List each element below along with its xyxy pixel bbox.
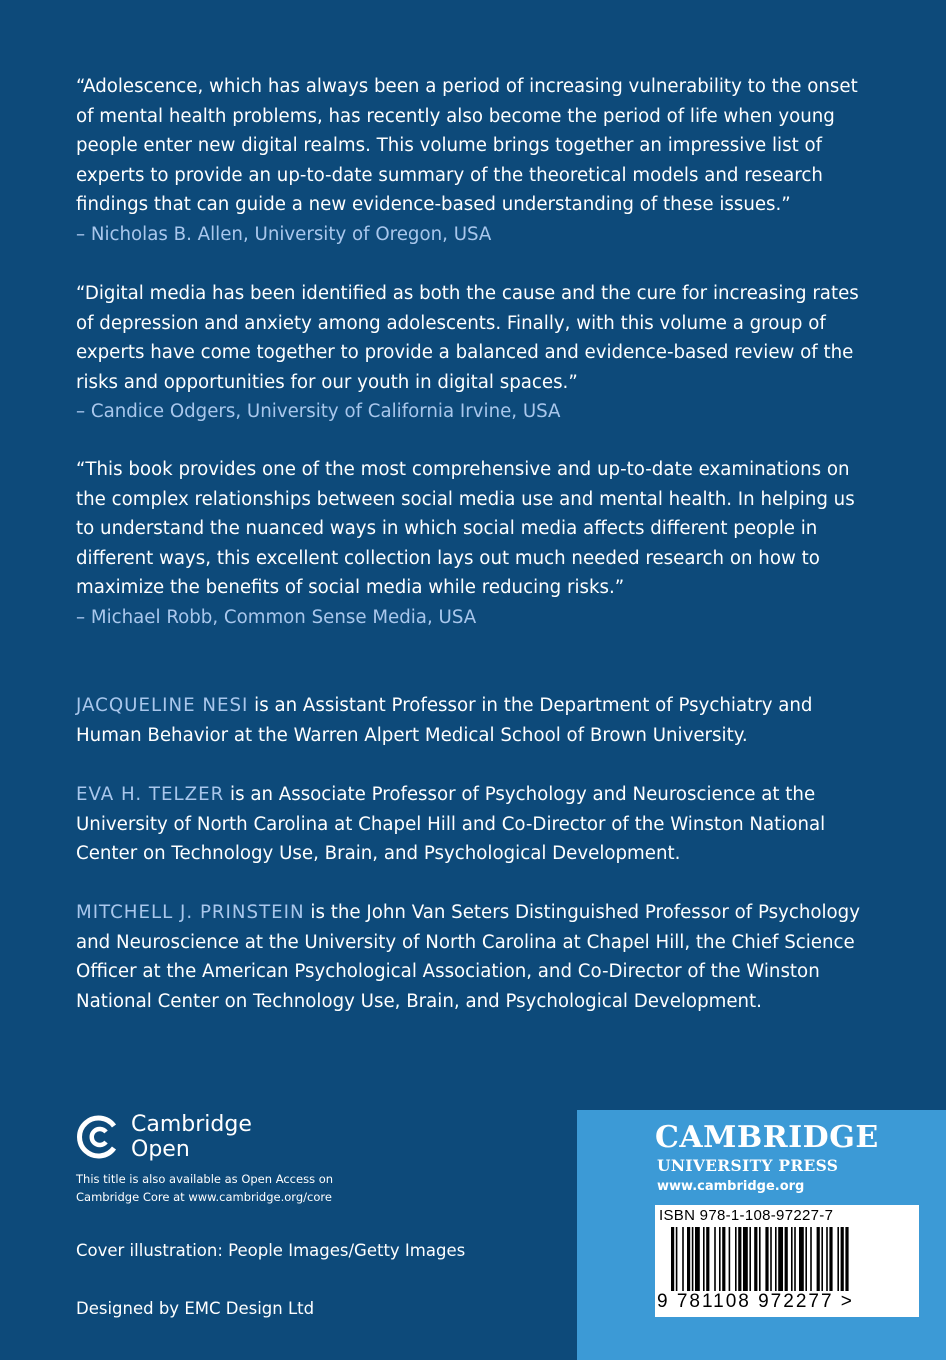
barcode-bar — [671, 1227, 674, 1291]
barcode-bar — [749, 1227, 751, 1291]
barcode-bar — [738, 1227, 741, 1291]
barcode-bar — [826, 1227, 828, 1291]
open-access-note-line1: This title is also available as Open Access on — [76, 1172, 334, 1186]
barcode-bar — [735, 1227, 737, 1291]
author-name: JACQUELINE NESI — [76, 695, 249, 716]
cambridge-open-line1: Cambridge — [131, 1112, 252, 1137]
quote-attribution: – Michael Robb, Common Sense Media, USA — [76, 606, 477, 628]
publisher-name: CAMBRIDGE — [655, 1120, 879, 1155]
quote-2 — [76, 279, 876, 427]
design-credit: Designed by EMC Design Ltd — [76, 1299, 315, 1318]
bio-text: is an Associate Professor of Psychology and Neuroscience at the University of North Carolina at Chapel Hill and Co-Director of the Winston National Center on Technology Use, Brain, and Psychological Development. — [76, 784, 826, 864]
bio-text: is the John Van Seters Distinguished Professor of Psychology and Neuroscience at the University of North Carolina at Chapel Hill, the Chief Science Officer at the American Psychological Association, and Co-Director of the Winston National Center on Technology Use, Brain, and Psychological Development. — [76, 902, 860, 1012]
barcode-bar — [775, 1227, 777, 1291]
cambridge-open-icon — [76, 1114, 122, 1160]
author-name: MITCHELL J. PRINSTEIN — [76, 902, 305, 923]
barcode-bar — [821, 1227, 823, 1291]
barcode-bar — [759, 1227, 761, 1291]
barcode-panel — [655, 1205, 919, 1317]
publisher-press: UNIVERSITY PRESS — [657, 1156, 839, 1175]
barcode-bar — [765, 1227, 768, 1291]
barcode-bar — [770, 1227, 772, 1291]
barcode-bar — [805, 1227, 807, 1291]
barcode-bar — [785, 1227, 788, 1291]
bio-telzer — [76, 780, 876, 869]
barcode-bar — [837, 1227, 839, 1291]
barcode-bar — [829, 1227, 832, 1291]
barcode-bar — [682, 1227, 684, 1291]
quote-1 — [76, 72, 876, 249]
barcode-bar — [687, 1227, 690, 1291]
barcode-bar — [841, 1227, 844, 1291]
barcode-bar — [791, 1227, 793, 1291]
barcode-bar — [676, 1227, 678, 1291]
barcode-bar — [743, 1227, 748, 1291]
isbn-label: ISBN 978-1-108-97227-7 — [659, 1207, 834, 1224]
quote-attribution: – Nicholas B. Allen, University of Oregon, USA — [76, 223, 492, 245]
publisher-box — [577, 1110, 946, 1360]
quote-3 — [76, 455, 876, 632]
barcode-bar — [778, 1227, 783, 1291]
open-access-note-line2: Cambridge Core at www.cambridge.org/core — [76, 1190, 332, 1204]
barcode-bar — [692, 1227, 694, 1291]
barcode-bar — [695, 1227, 700, 1291]
barcode-bar — [729, 1227, 731, 1291]
quote-text: “This book provides one of the most comprehensive and up-to-date examinations on the complex relationships between social media use and mental health. In helping us to understand the nuanced ways in which social media affects different people in different ways, this excellent collection lays out much needed research on how to maximize the benefits of social media while reducing risks.” — [76, 459, 855, 598]
barcode-bar — [817, 1227, 820, 1291]
quote-text: “Digital media has been identified as both the cause and the cure for increasing rates of depression and anxiety among adolescents. Finally, with this volume a group of experts have come together to provide a balanced and evidence-based review of the risks and opportunities for our youth in digital spaces.” — [76, 283, 859, 393]
cambridge-open-logo — [76, 1112, 376, 1164]
publisher-url: www.cambridge.org — [657, 1179, 805, 1194]
open-access-note — [76, 1170, 396, 1206]
illustration-credit: Cover illustration: People Images/Getty Images — [76, 1241, 466, 1260]
ean-digits: 9 781108 972277 > — [657, 1291, 854, 1312]
barcode-bar — [799, 1227, 804, 1291]
barcode-bar — [706, 1227, 709, 1291]
barcode-bar — [810, 1227, 812, 1291]
bio-prinstein — [76, 898, 876, 1016]
barcode-bar — [722, 1227, 725, 1291]
barcode-bar — [794, 1227, 796, 1291]
barcode-bar — [703, 1227, 705, 1291]
barcode-bar — [754, 1227, 757, 1291]
author-name: EVA H. TELZER — [76, 784, 225, 805]
cambridge-open-line2: Open — [131, 1137, 190, 1162]
barcode-bar — [719, 1227, 721, 1291]
barcode-bar — [714, 1227, 716, 1291]
bio-nesi — [76, 691, 876, 750]
quote-attribution: – Candice Odgers, University of California Irvine, USA — [76, 401, 561, 422]
barcode-bar — [845, 1227, 848, 1291]
bio-text: is an Assistant Professor in the Department of Psychiatry and Human Behavior at the Warren Alpert Medical School of Brown University. — [76, 695, 813, 746]
quote-text: “Adolescence, which has always been a period of increasing vulnerability to the onset of mental health problems, has recently also become the period of life when young people enter new digital realms. This volume brings together an impressive list of experts to provide an up-to-date summary of the theoretical models and research findings that can guide a new evidence-based understanding of these issues.” — [76, 76, 858, 215]
